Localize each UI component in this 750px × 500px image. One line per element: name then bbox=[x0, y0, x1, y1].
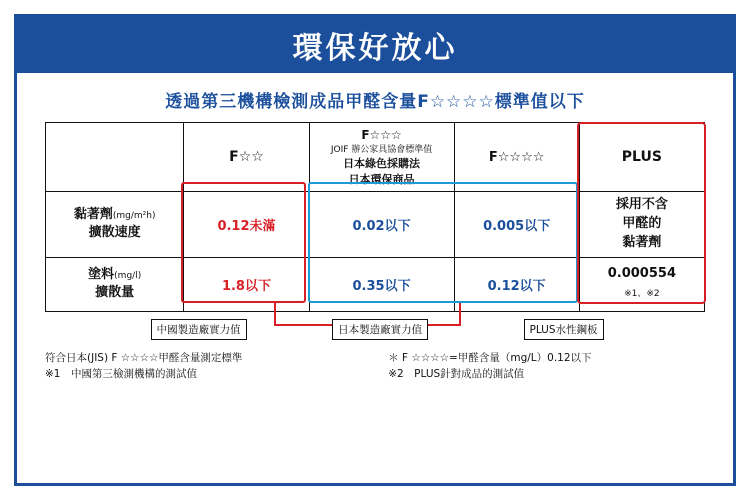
cell-coating-plus-value: 0.000554 bbox=[607, 266, 676, 282]
cell-adhesive-f3-value: 0.02以下 bbox=[352, 218, 411, 234]
header-f3 bbox=[309, 123, 454, 192]
cell-adhesive-f3 bbox=[309, 192, 454, 258]
row-label-coating-main: 塗料 bbox=[88, 266, 115, 282]
table-row-adhesive bbox=[46, 192, 705, 258]
row-label-adhesive bbox=[46, 192, 184, 258]
footnote-right-1: ＊ F ☆☆☆☆=甲醛含量（mg/L）0.12以下 bbox=[388, 351, 592, 364]
tag-china: 中國製造廠實力值 bbox=[151, 319, 247, 340]
row-label-adhesive-sub: 擴散速度 bbox=[88, 225, 141, 241]
tag-japan: 日本製造廠實力值 bbox=[332, 319, 428, 340]
header-plus bbox=[579, 123, 704, 192]
row-label-adhesive-main: 黏著劑 bbox=[73, 207, 113, 223]
cell-adhesive-plus-line3: 黏著劑 bbox=[622, 234, 662, 250]
header-f2-label: F☆☆ bbox=[229, 149, 264, 165]
cell-adhesive-f2 bbox=[184, 192, 309, 258]
header-f3-eco: 日本環保商品 bbox=[348, 172, 415, 186]
poster-frame bbox=[14, 14, 736, 486]
bottom-tags bbox=[45, 316, 705, 342]
cell-adhesive-plus-line2: 甲醛的 bbox=[622, 215, 662, 231]
cell-adhesive-f2-value: 0.12未滿 bbox=[217, 218, 276, 234]
cell-coating-plus-note: ※1、※2 bbox=[624, 289, 660, 300]
tag-plus: PLUS水性鋼板 bbox=[524, 319, 604, 340]
page-subtitle: 透過第三機構檢測成品甲醛含量F☆☆☆☆標準值以下 bbox=[165, 92, 585, 112]
cell-adhesive-plus-line1: 採用不含 bbox=[615, 197, 668, 212]
header-f3-joif: JOIF 辦公家具協會標準值 bbox=[330, 144, 433, 155]
footnotes bbox=[45, 350, 705, 383]
cell-adhesive-f4 bbox=[454, 192, 579, 258]
cell-coating-f4-value: 0.12以下 bbox=[487, 278, 546, 294]
banner bbox=[17, 17, 733, 73]
table-header-row bbox=[46, 123, 705, 192]
row-label-coating-unit: (mg/l) bbox=[114, 270, 142, 281]
header-f4-label: F☆☆☆☆ bbox=[488, 149, 545, 165]
comparison-table-wrapper bbox=[45, 122, 705, 312]
cell-coating-f3-value: 0.35以下 bbox=[352, 278, 411, 294]
header-plus-label: PLUS bbox=[621, 149, 662, 165]
banner-title: 環保好放心 bbox=[292, 31, 458, 66]
comparison-table bbox=[45, 122, 705, 312]
row-label-adhesive-unit: (mg/m²h) bbox=[112, 211, 156, 222]
cell-coating-f2-value: 1.8以下 bbox=[221, 278, 271, 294]
header-blank bbox=[46, 123, 184, 192]
footnote-left-1: 符合日本(JIS) F ☆☆☆☆甲醛含量測定標準 bbox=[45, 351, 243, 364]
header-f4 bbox=[454, 123, 579, 192]
header-f3-label: F☆☆☆ bbox=[361, 127, 402, 142]
footnote-right-2: ※2 PLUS針對成品的測試值 bbox=[388, 367, 525, 380]
header-f2 bbox=[184, 123, 309, 192]
cell-adhesive-f4-value: 0.005以下 bbox=[483, 218, 551, 234]
header-f3-green: 日本綠色採購法 bbox=[343, 156, 421, 170]
row-label-coating-sub: 擴散量 bbox=[95, 285, 135, 301]
footnote-left-2: ※1 中國第三檢測機構的測試值 bbox=[45, 367, 197, 380]
cell-adhesive-plus bbox=[579, 192, 704, 258]
